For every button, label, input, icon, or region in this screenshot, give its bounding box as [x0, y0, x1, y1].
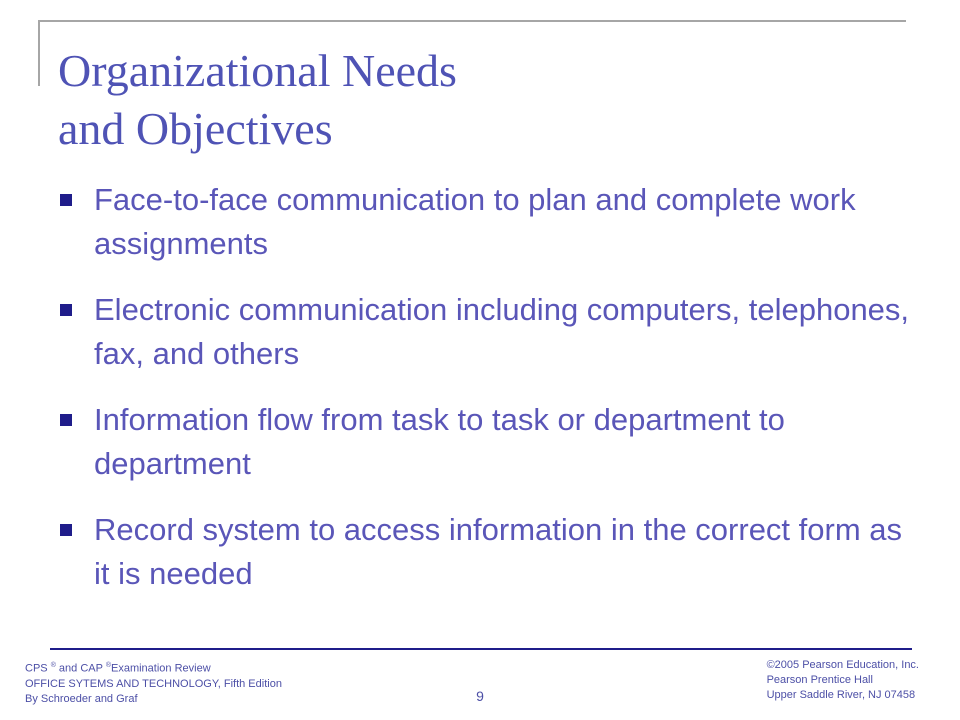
square-bullet-icon: [60, 304, 72, 316]
footer-rule: [50, 648, 912, 650]
footer-right-line-1: ©2005 Pearson Education, Inc.: [766, 659, 919, 671]
title-line-2: and Objectives: [58, 103, 333, 154]
footer-left-line-3: By Schroeder and Graf: [25, 692, 138, 705]
footer-right-line-2: Pearson Prentice Hall: [766, 674, 873, 686]
square-bullet-icon: [60, 414, 72, 426]
bullet-text: Face-to-face communication to plan and complete work assignments: [94, 182, 856, 261]
footer-left-line-2: OFFICE SYTEMS AND TECHNOLOGY, Fifth Edition: [25, 677, 282, 690]
footer-right: [767, 658, 919, 703]
page-number: 9: [476, 688, 484, 704]
footer-right-line-3: Upper Saddle River, NJ 07458: [766, 689, 916, 701]
registered-mark: ®: [50, 662, 56, 669]
bullet-list: [60, 178, 920, 618]
bullet-text: Electronic communication including computers, telephones, fax, and others: [94, 292, 910, 371]
bullet-item: [60, 508, 920, 596]
square-bullet-icon: [60, 524, 72, 536]
title-line-1: Organizational Needs: [58, 45, 457, 96]
left-frame-line: [38, 20, 40, 86]
bullet-text: Information flow from task to task or department to department: [94, 402, 785, 481]
bullet-item: [60, 178, 920, 266]
footer-exam-review: Examination Review: [110, 662, 211, 675]
top-frame-line: [38, 20, 906, 22]
bullet-item: [60, 398, 920, 486]
bullet-item: [60, 288, 920, 376]
square-bullet-icon: [60, 194, 72, 206]
bullet-text: Record system to access information in the correct form as it is needed: [94, 512, 903, 591]
footer-cps: CPS: [25, 662, 48, 675]
footer-and-cap: and CAP: [55, 662, 106, 675]
slide-title: [58, 42, 918, 158]
registered-mark: ®: [105, 662, 111, 669]
footer-left-line-1: [25, 658, 282, 677]
